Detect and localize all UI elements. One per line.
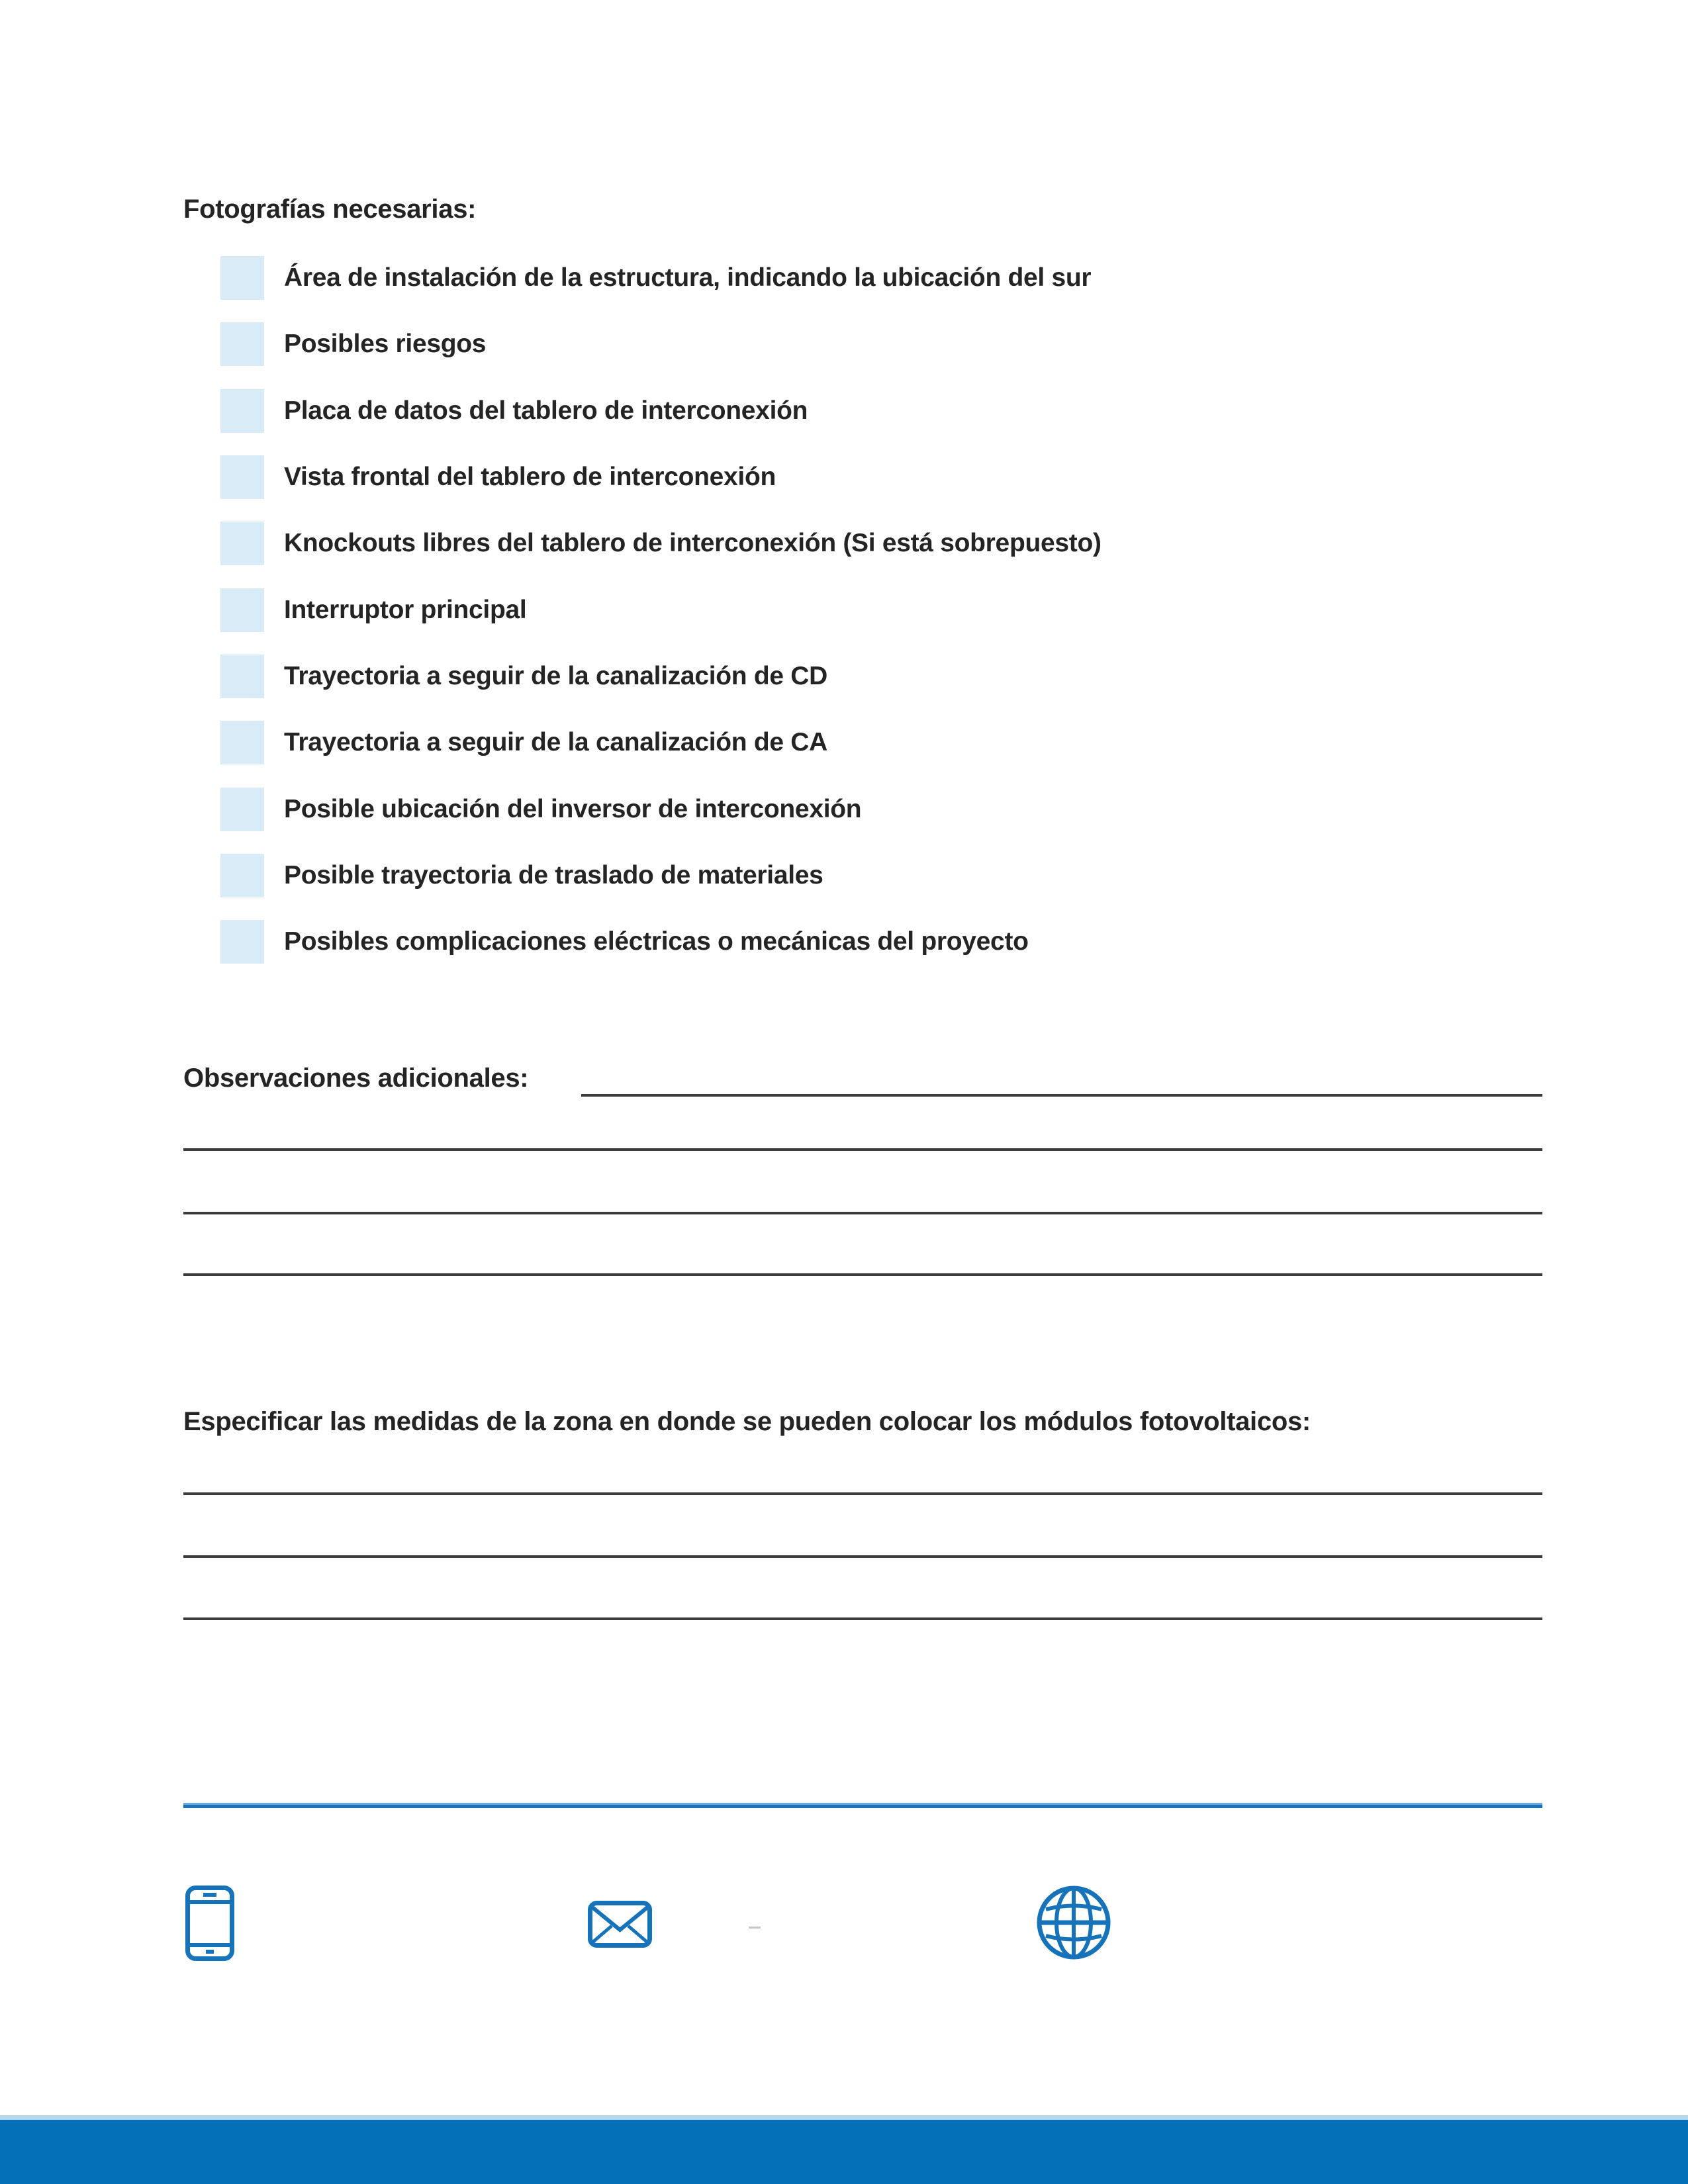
checkbox[interactable]	[220, 854, 264, 897]
checklist-item-label: Posible trayectoria de traslado de materiales	[284, 861, 823, 889]
checkbox[interactable]	[220, 455, 264, 499]
checkbox[interactable]	[220, 920, 264, 964]
checkbox[interactable]	[220, 788, 264, 831]
envelope-icon	[588, 1901, 652, 1951]
checklist-item-label: Posibles riesgos	[284, 330, 487, 358]
checklist-item-label: Trayectoria a seguir de la canalización de CA	[284, 728, 828, 756]
observations-write-in-line[interactable]	[183, 1212, 1542, 1214]
checkbox[interactable]	[220, 256, 264, 300]
page-title: Fotografías necesarias:	[183, 195, 477, 224]
checklist-item	[220, 322, 486, 366]
checkbox[interactable]	[220, 322, 264, 366]
checklist-item-label: Área de instalación de la estructura, indicando la ubicación del sur	[284, 263, 1092, 292]
checklist-item	[220, 455, 776, 499]
checklist-item	[220, 588, 526, 632]
checklist-item	[220, 522, 1102, 565]
checklist-item-label: Vista frontal del tablero de interconexión	[284, 463, 776, 491]
checklist-item-label: Placa de datos del tablero de interconexión	[284, 396, 808, 425]
checklist-item	[220, 655, 827, 698]
observations-write-in-line[interactable]	[183, 1273, 1542, 1276]
checkbox[interactable]	[220, 522, 264, 565]
checklist-item	[220, 854, 823, 897]
observations-write-in-line[interactable]	[581, 1094, 1542, 1097]
globe-icon	[1037, 1886, 1111, 1963]
checklist-item-label: Interruptor principal	[284, 596, 527, 624]
checklist-item	[220, 256, 1091, 300]
footer-separator-dash	[749, 1927, 761, 1929]
checkbox[interactable]	[220, 721, 264, 764]
checklist-item-label: Trayectoria a seguir de la canalización de CD	[284, 662, 828, 690]
checklist-item	[220, 920, 1029, 964]
checklist-item-label: Posible ubicación del inversor de interconexión	[284, 795, 862, 823]
checklist-item-label: Posibles complicaciones eléctricas o mecánicas del proyecto	[284, 927, 1029, 956]
checklist-item-label: Knockouts libres del tablero de interconexión (Si está sobrepuesto)	[284, 529, 1102, 557]
measurements-label: Especificar las medidas de la zona en donde se pueden colocar los módulos fotovoltaicos:	[183, 1407, 1311, 1436]
checklist-item	[220, 788, 861, 831]
checkbox[interactable]	[220, 655, 264, 698]
checkbox[interactable]	[220, 389, 264, 433]
measurements-write-in-line[interactable]	[183, 1617, 1542, 1620]
checklist-item	[220, 389, 808, 433]
footer-bar-accent	[0, 2115, 1688, 2120]
footer-divider	[183, 1803, 1542, 1808]
measurements-write-in-line[interactable]	[183, 1492, 1542, 1495]
observations-write-in-line[interactable]	[183, 1148, 1542, 1151]
checklist-item	[220, 721, 827, 764]
checkbox[interactable]	[220, 588, 264, 632]
measurements-write-in-line[interactable]	[183, 1555, 1542, 1558]
footer-bar	[0, 2120, 1688, 2184]
smartphone-icon	[185, 1886, 234, 1964]
observations-label: Observaciones adicionales:	[183, 1064, 529, 1093]
